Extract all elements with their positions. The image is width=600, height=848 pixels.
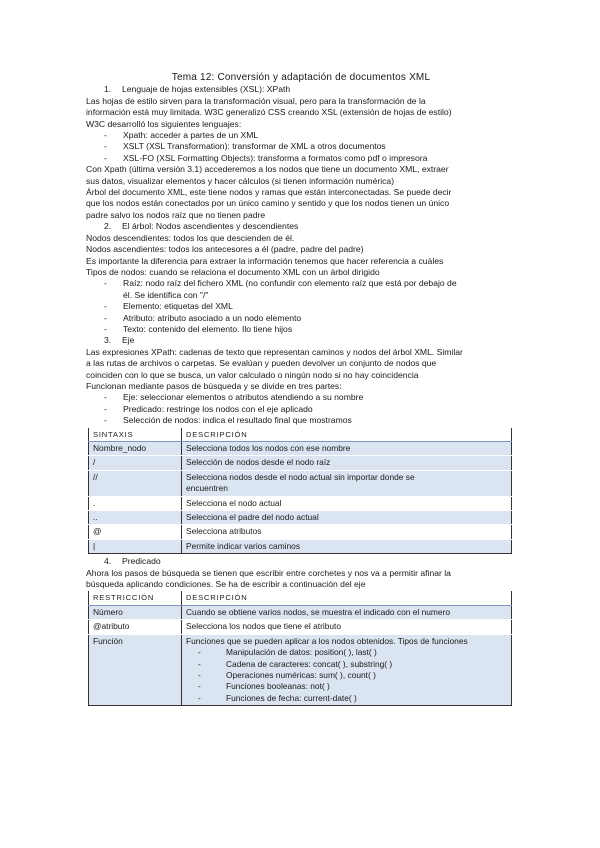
- section-number: 3.: [104, 335, 112, 346]
- list-item: - Eje: seleccionar elementos o atributos atendiendo a su nombre: [104, 392, 516, 403]
- function-list-item: - Funciones de fecha: current-date( ): [198, 693, 507, 704]
- function-list-item: - Manipulación de datos: position( ), last( ): [198, 647, 507, 658]
- table-row: [89, 442, 512, 456]
- list-item-continuation: él. Se identifica con "/": [123, 289, 209, 300]
- paragraph: a las rutas de archivos o carpetas. Se evalúan y pueden devolver un conjunto de nodos que: [86, 358, 437, 369]
- function-list-item: - Cadena de caracteres: concat( ), substring( ): [198, 659, 507, 670]
- section-heading-3: [104, 335, 516, 346]
- table-row: [89, 470, 512, 496]
- table-cell: Selecciona el nodo actual: [182, 496, 512, 510]
- cell-text-continuation: encuentren: [186, 483, 228, 494]
- list-item: - XSL-FO (XSL Formatting Objects): transforma a formatos como pdf o impresora: [104, 153, 516, 164]
- list-item: - XSLT (XSL Transformation): transformar de XML a otros documentos: [104, 141, 516, 152]
- paragraph: Tipos de nodos: cuando se relaciona el documento XML con un árbol dirigido: [86, 266, 380, 277]
- table-row: [89, 620, 512, 634]
- paragraph: padre salvo los nodos raíz que no tienen padre: [86, 209, 266, 220]
- paragraph: Árbol del documento XML, este tiene nodos y ramas que están interconectadas. Se puede decir: [86, 187, 452, 198]
- table-cell: [182, 634, 512, 705]
- table-cell: Selecciona todos los nodos con ese nombre: [182, 442, 512, 456]
- section-number: 1.: [104, 84, 112, 95]
- section-label: Lenguaje de hojas extensibles (XSL): XPath: [122, 84, 291, 95]
- section-heading-4: [104, 556, 516, 567]
- paragraph: Con Xpath (última versión 3.1) accederemos a los nodos que tiene un documento XML, extraer: [86, 164, 449, 175]
- function-list-item: - Funciones booleanas: not( ): [198, 681, 507, 692]
- table-cell: [182, 470, 512, 496]
- paragraph: Es importante la diferencia para extraer la información tenemos que hacer referencia a cuáles: [86, 255, 444, 266]
- column-header: RESTRICCIÓN: [89, 591, 182, 605]
- paragraph: coinciden con lo que se busca, un valor calculado o ningún nodo si no hay coincidencia: [86, 369, 419, 380]
- section-heading-1: [104, 84, 516, 95]
- paragraph: información está muy limitada. W3C generalizó CSS creando XSL (extensión de hojas de estilo): [86, 107, 452, 118]
- table-cell: //: [89, 470, 182, 496]
- table-row: [89, 634, 512, 705]
- table-cell: ..: [89, 511, 182, 525]
- table-cell: |: [89, 539, 182, 553]
- table-row: [89, 511, 512, 525]
- list-item: - Atributo: atributo asociado a un nodo elemento: [104, 313, 516, 324]
- paragraph: Las expresiones XPath: cadenas de texto que representan caminos y nodos del árbol XML. Similar: [86, 346, 463, 357]
- document-page: [86, 72, 516, 708]
- table-cell: Cuando se obtiene varios nodos, se muestra el indicado con el numero: [182, 605, 512, 619]
- table-cell: .: [89, 496, 182, 510]
- table-row: [89, 456, 512, 470]
- paragraph: Ahora los pasos de búsqueda se tienen que escribir entre corchetes y nos va a permitir afinar la: [86, 567, 451, 578]
- paragraph: búsqueda aplicando condiciones. Se ha de escribir a continuación del eje: [86, 579, 366, 590]
- section-number: 2.: [104, 221, 112, 232]
- list-item: - Texto: contenido del elemento. Ilo tiene hijos: [104, 324, 516, 335]
- table-cell: Nombre_nodo: [89, 442, 182, 456]
- paragraph: Funcionan mediante pasos de búsqueda y se divide en tres partes:: [86, 380, 342, 391]
- paragraph: Nodos ascendientes: todos los antecesores a él (padre, padre del padre): [86, 244, 364, 255]
- table-cell: /: [89, 456, 182, 470]
- list-item: - Elemento: etiquetas del XML: [104, 301, 516, 312]
- section-label: Eje: [122, 335, 135, 346]
- section-label: El árbol: Nodos ascendientes y descendientes: [122, 221, 299, 232]
- paragraph: Nodos descendientes: todos los que descienden de él.: [86, 232, 295, 243]
- table-row: [89, 496, 512, 510]
- paragraph: que los nodos están conectados por un único camino y sentido y que los nodos tienen un único: [86, 198, 450, 209]
- function-list-item: - Operaciones numéricas: sum( ), count( ): [198, 670, 507, 681]
- table-row: [89, 525, 512, 539]
- table-cell: Selecciona atributos: [182, 525, 512, 539]
- list-item: - Selección de nodos: indica el resultado final que mostramos: [104, 415, 516, 426]
- paragraph: Las hojas de estilo sirven para la transformación visual, pero para la transformación de la: [86, 95, 426, 106]
- table-row: [89, 605, 512, 619]
- table-cell: @atributo: [89, 620, 182, 634]
- list-item-text: Raíz: nodo raíz del fichero XML (no confundir con elemento raíz que está por debajo de: [123, 278, 457, 289]
- paragraph: W3C desarrolló los siguientes lenguajes:: [86, 118, 242, 129]
- restriction-table: [88, 591, 512, 706]
- syntax-table: [88, 428, 512, 555]
- section-number: 4.: [104, 556, 112, 567]
- table-row: [89, 539, 512, 553]
- table-cell: Número: [89, 605, 182, 619]
- section-label: Predicado: [122, 556, 161, 567]
- list-item: - Xpath: acceder a partes de un XML: [104, 130, 516, 141]
- list-item: - Predicado: restringe los nodos con el eje aplicado: [104, 404, 516, 415]
- table-cell: @: [89, 525, 182, 539]
- paragraph: sus datos, visualizar elementos y hacer cálculos (si tienen información numérica): [86, 175, 395, 186]
- cell-text: Funciones que se pueden aplicar a los nodos obtenidos. Tipos de funciones: [186, 635, 468, 646]
- cell-text: Selecciona nodos desde el nodo actual sin importar donde se: [186, 471, 415, 482]
- table-header-row: [89, 591, 512, 605]
- column-header: DESCRIPCIÓN: [182, 428, 512, 442]
- column-header: DESCRIPCIÓN: [182, 591, 512, 605]
- table-cell: Selecciona los nodos que tiene el atributo: [182, 620, 512, 634]
- section-heading-2: [104, 221, 516, 232]
- table-cell: Selecciona el padre del nodo actual: [182, 511, 512, 525]
- table-cell: Selección de nodos desde el nodo raíz: [182, 456, 512, 470]
- table-cell: Función: [89, 634, 182, 705]
- page-title: Tema 12: Conversión y adaptación de documentos XML: [171, 72, 431, 83]
- column-header: SINTAXIS: [89, 428, 182, 442]
- table-header-row: [89, 428, 512, 442]
- list-item: [104, 278, 516, 301]
- table-cell: Permite indicar varios caminos: [182, 539, 512, 553]
